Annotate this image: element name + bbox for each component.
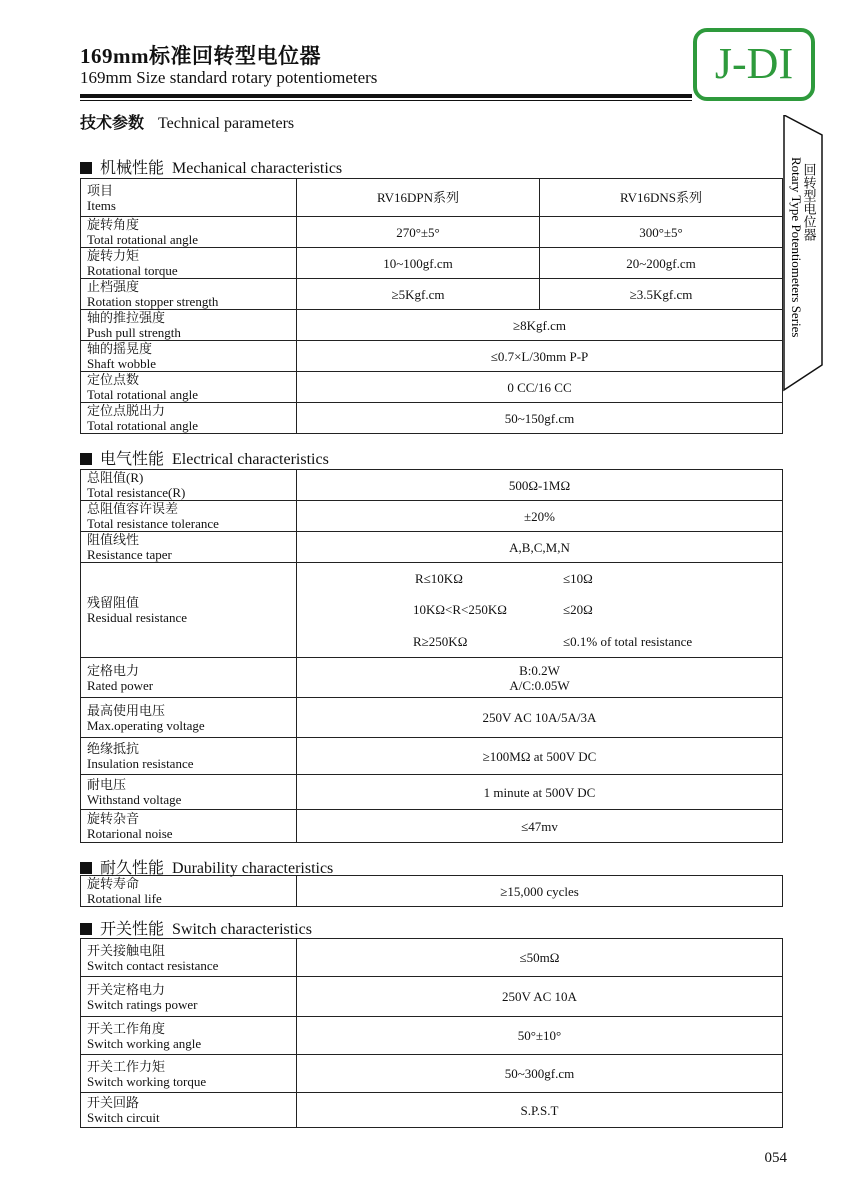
table-row — [81, 775, 783, 810]
table-row — [81, 876, 783, 907]
page-subtitle: 169mm Size standard rotary potentiometers — [80, 68, 378, 87]
value-cell: 10~100gf.cm — [297, 248, 540, 279]
label-zh: 项目 — [87, 182, 114, 198]
label-en: Max.operating voltage — [87, 717, 205, 733]
label-en: Resistance taper — [87, 547, 172, 562]
label-en: Rotation stopper strength — [87, 294, 219, 309]
table-row — [81, 217, 783, 248]
table-row — [81, 470, 783, 501]
header-col1: RV16DPN系列 — [297, 179, 540, 217]
square-bullet-icon — [80, 453, 92, 465]
table-row — [81, 698, 783, 738]
label-cell — [81, 403, 297, 434]
mechanical-table — [80, 178, 783, 434]
section-mechanical — [80, 155, 342, 178]
label-en: Rated power — [87, 677, 154, 693]
label-cell — [81, 279, 297, 310]
label-cell — [81, 372, 297, 403]
label-cell — [81, 248, 297, 279]
value-cell: 1 minute at 500V DC — [297, 775, 783, 810]
label-zh: 旋转角度 — [87, 217, 140, 232]
section-title-zh: 机械性能 — [100, 160, 165, 177]
label-en: Rotational torque — [87, 263, 178, 278]
label-cell — [81, 501, 297, 532]
section-title-en: Switch characteristics — [172, 921, 312, 938]
value-cell: ≤50mΩ — [297, 939, 783, 977]
label-cell — [81, 810, 297, 843]
label-en: Switch ratings power — [87, 996, 198, 1012]
value-cell: 270°±5° — [297, 217, 540, 248]
table-row — [81, 179, 783, 217]
square-bullet-icon — [80, 923, 92, 935]
brand-logo: J-DI — [693, 28, 815, 101]
label-zh: 轴的摇晃度 — [87, 341, 153, 356]
label-zh: 阻值线性 — [87, 532, 140, 547]
label-zh: 绝缘抵抗 — [87, 741, 140, 756]
label-en: Switch working torque — [87, 1073, 207, 1089]
electrical-table — [80, 469, 783, 843]
label-zh: 旋转寿命 — [87, 876, 140, 891]
label-cell — [81, 738, 297, 775]
label-cell — [81, 341, 297, 372]
table-row — [81, 977, 783, 1017]
residual-cond: R≤10KΩ — [415, 571, 463, 586]
section-title-en: Mechanical characteristics — [172, 160, 343, 177]
value-cell: 50~300gf.cm — [297, 1055, 783, 1093]
table-row — [81, 810, 783, 843]
square-bullet-icon — [80, 862, 92, 874]
label-zh: 最高使用电压 — [87, 702, 166, 718]
residual-cond: R≥250KΩ — [413, 634, 468, 649]
label-en: Total rotational angle — [87, 232, 198, 247]
label-zh: 定格电力 — [87, 662, 140, 678]
label-cell — [81, 876, 297, 907]
label-zh: 定位点脱出力 — [87, 403, 166, 418]
value-cell: 0 CC/16 CC — [297, 372, 783, 403]
side-tab-zh: 回转型电位器 — [800, 163, 816, 241]
label-zh: 开关工作角度 — [87, 1020, 166, 1036]
header-col2: RV16DNS系列 — [540, 179, 783, 217]
square-bullet-icon — [80, 162, 92, 174]
label-zh: 残留阻值 — [87, 595, 140, 610]
tech-heading-en: Technical parameters — [158, 115, 295, 132]
residual-val: ≤10Ω — [563, 571, 593, 586]
label-cell — [81, 470, 297, 501]
table-row — [81, 658, 783, 698]
label-cell — [81, 775, 297, 810]
table-row — [81, 563, 783, 658]
section-title-zh: 电气性能 — [100, 451, 165, 468]
label-zh: 定位点数 — [87, 372, 140, 387]
label-en: Total resistance(R) — [87, 485, 186, 500]
label-en: Total resistance tolerance — [87, 516, 219, 531]
label-cell — [81, 977, 297, 1017]
label-en: Withstand voltage — [87, 792, 182, 807]
side-tab — [783, 115, 823, 392]
table-row — [81, 532, 783, 563]
value-cell: ≥100MΩ at 500V DC — [297, 738, 783, 775]
page-title: 169mm标准回转型电位器 — [80, 44, 321, 68]
table-row — [81, 341, 783, 372]
header-rule — [80, 94, 692, 98]
value-line: B:0.2W — [519, 662, 560, 678]
label-zh: 旋转力矩 — [87, 248, 140, 263]
label-en: Total rotational angle — [87, 387, 198, 402]
value-line: A/C:0.05W — [509, 677, 570, 693]
durability-table — [80, 875, 783, 907]
table-row — [81, 248, 783, 279]
value-cell: ≥8Kgf.cm — [297, 310, 783, 341]
label-en: Rotarional noise — [87, 826, 173, 841]
header-rule-thin — [80, 100, 692, 101]
label-zh: 总阻值容许误差 — [87, 501, 179, 516]
value-cell: 20~200gf.cm — [540, 248, 783, 279]
label-cell — [81, 1017, 297, 1055]
label-cell — [81, 563, 297, 658]
label-zh: 总阻值(R) — [87, 470, 144, 485]
tech-heading-zh: 技术参数 — [80, 115, 145, 132]
residual-val: ≤0.1% of total resistance — [563, 634, 693, 649]
label-zh: 轴的推拉强度 — [87, 310, 166, 325]
label-zh: 止档强度 — [87, 279, 140, 294]
label-cell — [81, 217, 297, 248]
table-row — [81, 501, 783, 532]
label-zh: 开关工作力矩 — [87, 1058, 166, 1074]
label-en: Rotational life — [87, 891, 162, 906]
label-en: Shaft wobble — [87, 356, 156, 371]
label-cell — [81, 310, 297, 341]
value-cell: 250V AC 10A/5A/3A — [297, 698, 783, 738]
value-cell: S.P.S.T — [297, 1093, 783, 1128]
section-title-en: Durability characteristics — [172, 860, 334, 877]
section-title-en: Electrical characteristics — [172, 451, 329, 468]
table-row — [81, 1055, 783, 1093]
label-zh: 开关接触电阻 — [87, 942, 166, 958]
switch-table — [80, 938, 783, 1128]
value-cell: 50°±10° — [297, 1017, 783, 1055]
label-en: Total rotational angle — [87, 418, 198, 433]
value-cell — [297, 658, 783, 698]
label-zh: 开关回路 — [87, 1095, 140, 1110]
value-cell: 250V AC 10A — [297, 977, 783, 1017]
label-en: Push pull strength — [87, 325, 181, 340]
label-en: Insulation resistance — [87, 756, 194, 771]
table-row — [81, 403, 783, 434]
label-cell — [81, 658, 297, 698]
label-en: Switch contact resistance — [87, 957, 219, 973]
value-cell: 50~150gf.cm — [297, 403, 783, 434]
label-en: Items — [87, 197, 116, 213]
label-cell — [81, 1093, 297, 1128]
value-cell: ≤47mv — [297, 810, 783, 843]
table-row — [81, 279, 783, 310]
table-row — [81, 939, 783, 977]
value-cell: ≥15,000 cycles — [297, 876, 783, 907]
residual-cell — [297, 563, 783, 658]
label-zh: 耐电压 — [87, 777, 127, 792]
section-switch — [80, 916, 312, 939]
value-cell: A,B,C,M,N — [297, 532, 783, 563]
section-title-zh: 开关性能 — [100, 921, 165, 938]
label-zh: 旋转杂音 — [87, 811, 140, 826]
page-number: 054 — [764, 1150, 787, 1166]
value-cell: 500Ω-1MΩ — [297, 470, 783, 501]
label-en: Switch working angle — [87, 1035, 202, 1051]
tech-heading — [80, 110, 294, 133]
value-cell: 300°±5° — [540, 217, 783, 248]
value-cell: ≤0.7×L/30mm P-P — [297, 341, 783, 372]
label-cell — [81, 532, 297, 563]
label-zh: 开关定格电力 — [87, 981, 166, 997]
label-en: Switch circuit — [87, 1110, 160, 1125]
section-electrical — [80, 446, 329, 469]
header-items-cell — [81, 179, 297, 217]
table-row — [81, 1017, 783, 1055]
value-cell: ≥5Kgf.cm — [297, 279, 540, 310]
value-cell: ≥3.5Kgf.cm — [540, 279, 783, 310]
side-tab-en: Rotary Type Potentiometers Series — [789, 157, 804, 338]
label-cell — [81, 698, 297, 738]
value-cell: ±20% — [297, 501, 783, 532]
label-cell — [81, 939, 297, 977]
table-row — [81, 372, 783, 403]
residual-cond: 10KΩ<R<250KΩ — [413, 602, 507, 617]
label-cell — [81, 1055, 297, 1093]
residual-val: ≤20Ω — [563, 602, 593, 617]
label-en: Residual resistance — [87, 610, 187, 625]
table-row — [81, 310, 783, 341]
table-row — [81, 738, 783, 775]
section-title-zh: 耐久性能 — [100, 860, 165, 877]
table-row — [81, 1093, 783, 1128]
